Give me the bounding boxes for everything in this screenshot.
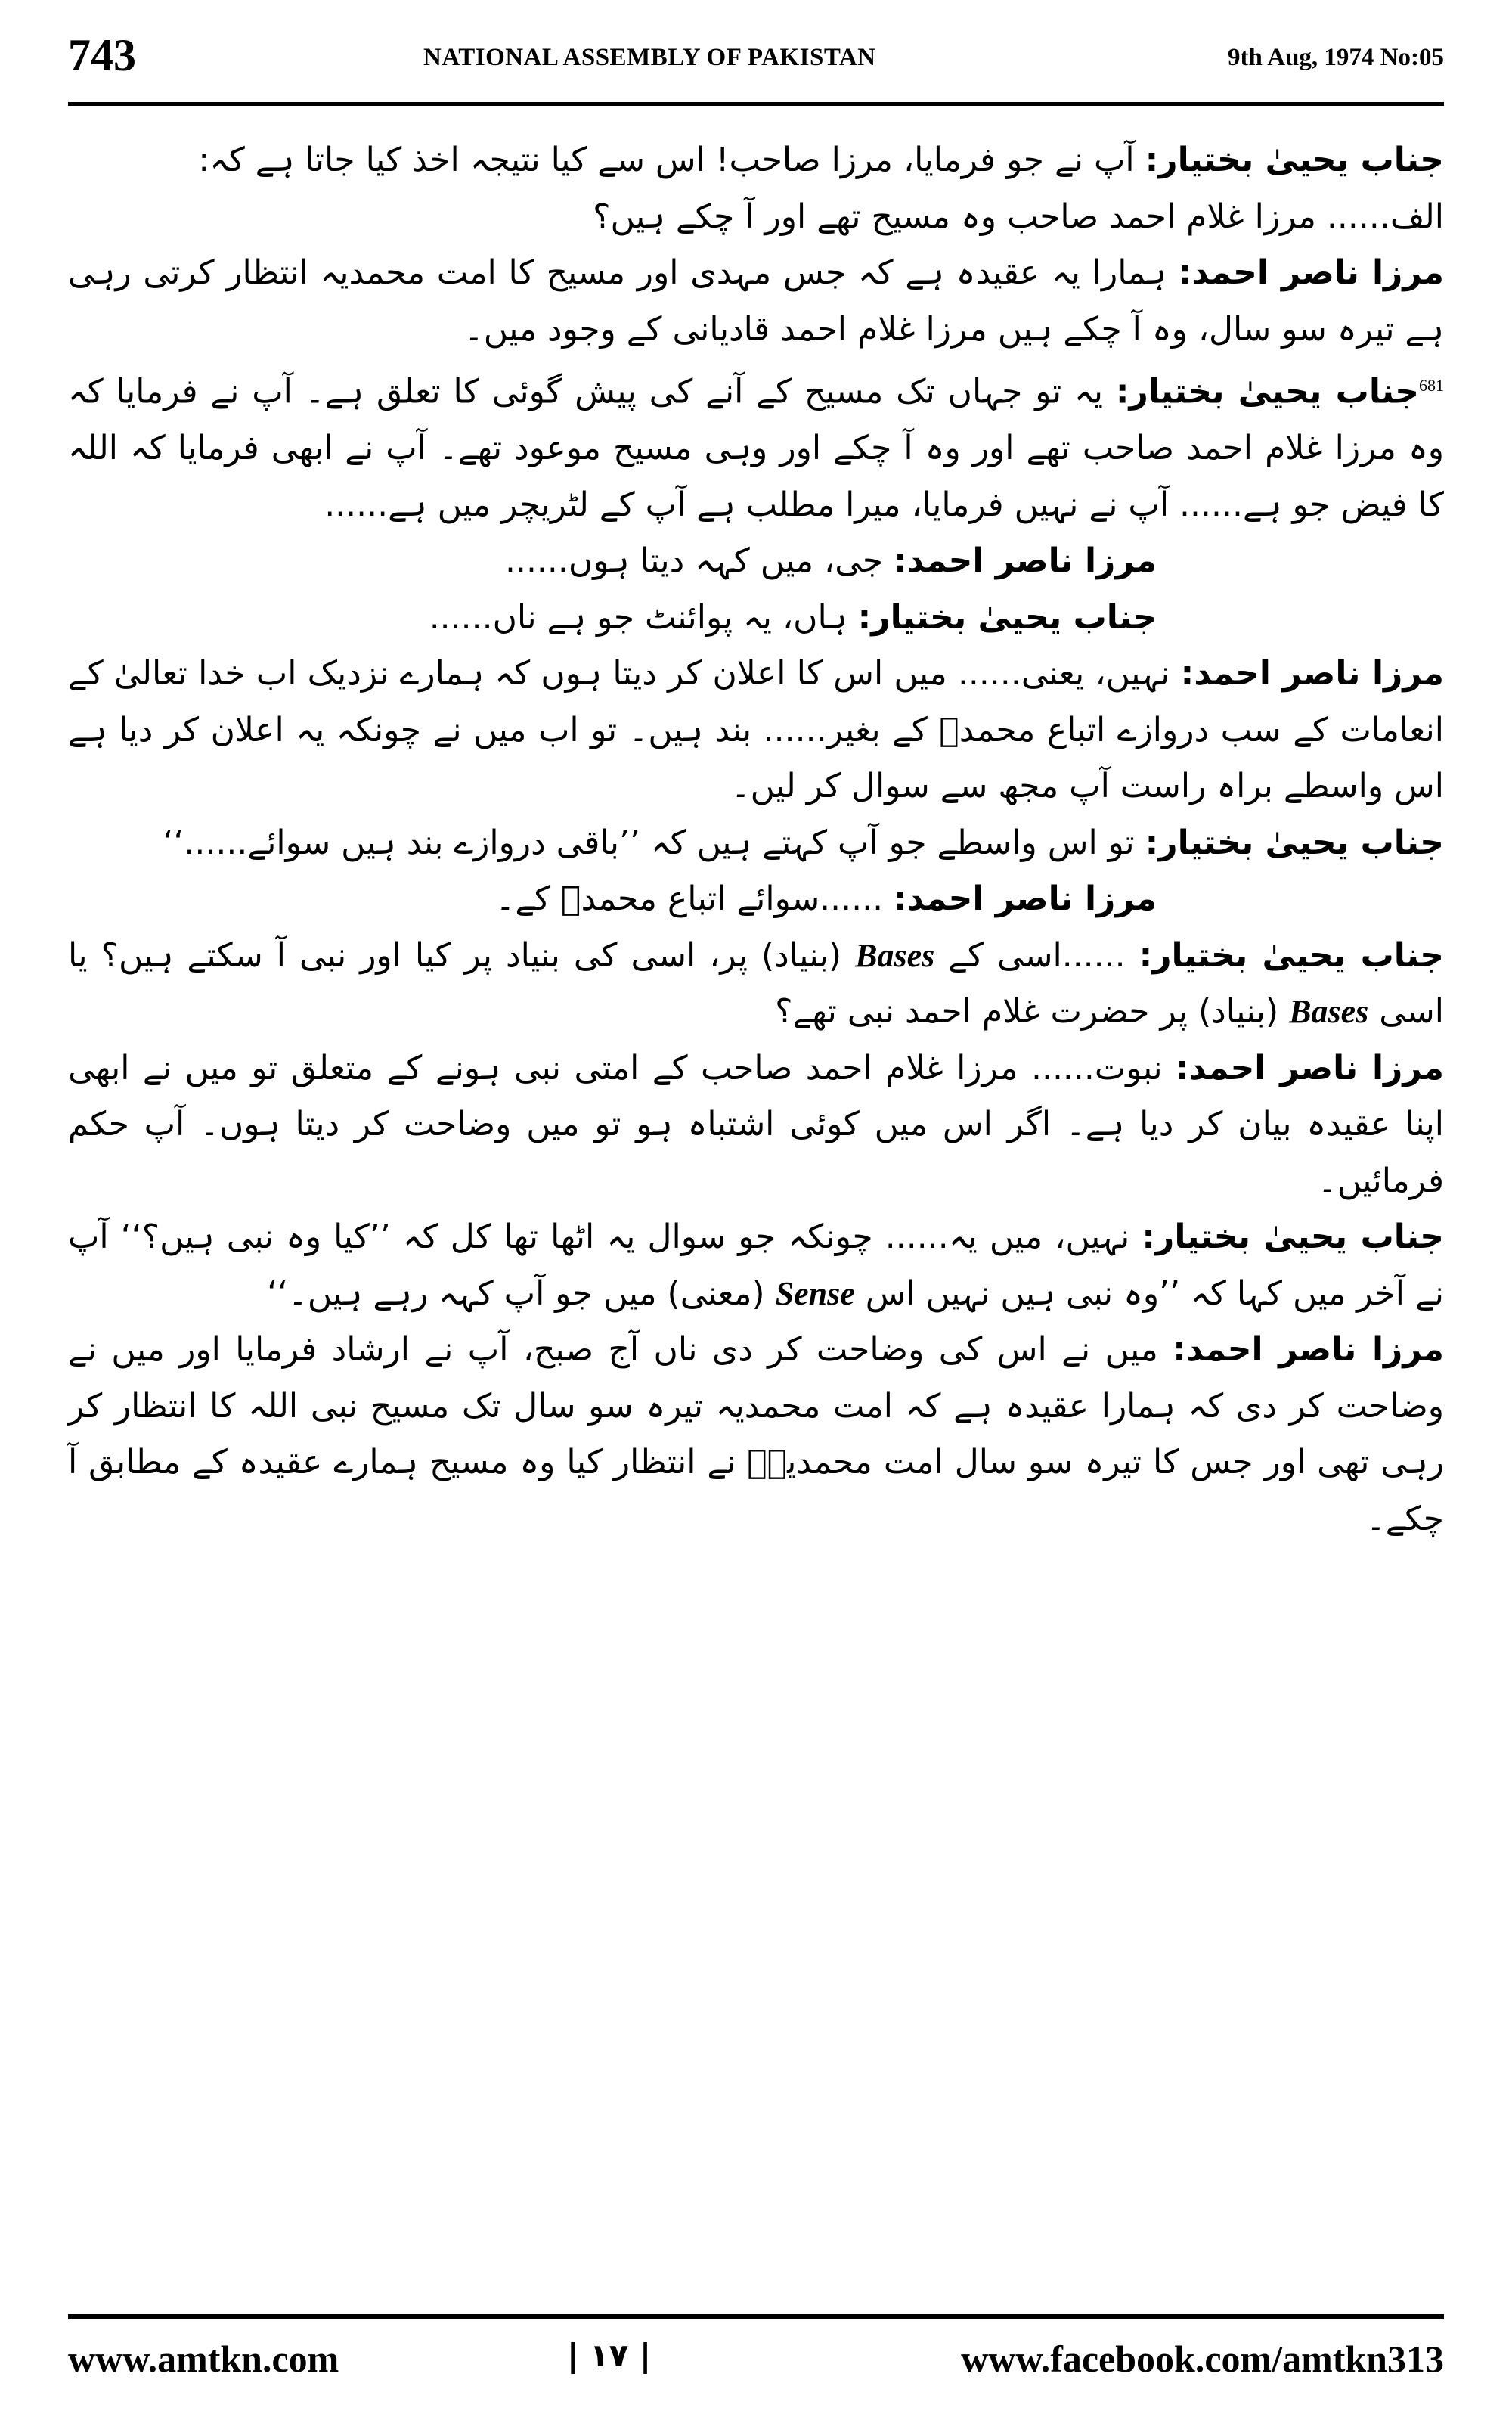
paragraph-text: یہ تو جہاں تک مسیح کے آنے کی پیش گوئی کا تعلق ہے۔ آپ نے فرمایا کہ وہ مرزا غلام احمد صاحب تھے اور وہ آ چکے اور وہی مسیح موعود تھے۔ آپ نے ابھی فرمایا کہ اللہ کا فیض جو ہے...... آپ نے نہیں فرمایا، میرا مطلب ہے آپ کے لٹریچر میں ہے...... bbox=[68, 372, 1444, 524]
header-date: 9th Aug, 1974 No:05 bbox=[1227, 44, 1444, 71]
paragraph-text: الف...... مرزا غلام احمد صاحب وہ مسیح تھے اور آ چکے ہیں؟ bbox=[593, 197, 1444, 236]
transcript-body bbox=[68, 132, 1444, 1547]
paragraph-text: (معنی) میں جو آپ کہہ رہے ہیں۔‘‘ bbox=[267, 1274, 776, 1313]
speaker-label: مرزا ناصر احمد: bbox=[894, 880, 1157, 919]
paragraph-text: (بنیاد) پر حضرت غلام احمد نبی تھے؟ bbox=[775, 992, 1290, 1032]
speaker-label: جناب یحییٰ بختیار: bbox=[857, 597, 1157, 637]
paragraph-text: (بنیاد) پر، اسی کی بنیاد پر کیا اور نبی آ سکتے ہیں؟ یا اسی bbox=[68, 935, 1444, 1032]
paragraph bbox=[68, 1209, 1444, 1322]
paragraph-text: ......سوائے اتباع محمدؐ کے۔ bbox=[495, 880, 894, 919]
paragraph bbox=[68, 590, 1444, 647]
paragraph-text: نبوت...... مرزا غلام احمد صاحب کے امتی نبی ہونے کے متعلق تو میں نے ابھی اپنا عقیدہ بیان کر دیا ہے۔ اگر اس میں کوئی اشتباہ ہو تو میں وضاحت کر دیتا ہوں۔ آپ حکم فرمائیں۔ bbox=[68, 1048, 1444, 1200]
paragraph bbox=[68, 1041, 1444, 1210]
header-rule bbox=[68, 102, 1444, 106]
speaker-label: جناب یحییٰ بختیار: bbox=[1145, 141, 1444, 179]
paragraph-text: آپ نے جو فرمایا، مرزا صاحب! اس سے کیا نتیجہ اخذ کیا جاتا ہے کہ: bbox=[198, 141, 1145, 179]
paragraph bbox=[68, 533, 1444, 590]
speaker-label: جناب یحییٰ بختیار: bbox=[1145, 823, 1444, 862]
speaker-label: جناب یحییٰ بختیار: bbox=[1139, 935, 1445, 975]
latin-term: Bases bbox=[855, 936, 935, 974]
speaker-label: جناب یحییٰ بختیار: bbox=[1142, 1218, 1444, 1257]
paragraph-text: جی، میں کہہ دیتا ہوں...... bbox=[504, 541, 894, 581]
paragraph bbox=[68, 245, 1444, 358]
facebook-link[interactable]: www.facebook.com/amtkn313 bbox=[961, 2338, 1444, 2380]
footer-page-mark: | ۱۷ | bbox=[567, 2337, 652, 2374]
paragraph bbox=[68, 358, 1444, 533]
footer-rule bbox=[68, 2314, 1444, 2319]
paragraph-text: ہمارا یہ عقیدہ ہے کہ جس مہدی اور مسیح کا امت محمدیہ انتظار کرتی رہی ہے تیرہ سو سال، وہ آ چکے ہیں مرزا غلام احمد قادیانی کے وجود میں۔ bbox=[68, 253, 1444, 349]
paragraph bbox=[68, 815, 1444, 872]
speaker-label: مرزا ناصر احمد: bbox=[1173, 1330, 1444, 1370]
paragraph-text: ......اسی کے bbox=[934, 935, 1139, 975]
footnote-marker: 681 bbox=[1419, 376, 1445, 395]
paragraph bbox=[68, 928, 1444, 1041]
speaker-label: جناب یحییٰ بختیار: bbox=[1115, 372, 1420, 411]
speaker-label: مرزا ناصر احمد: bbox=[1176, 1048, 1444, 1087]
speaker-label: مرزا ناصر احمد: bbox=[1178, 253, 1444, 292]
paragraph-text: تو اس واسطے جو آپ کہتے ہیں کہ ’’باقی دروازے بند ہیں سوائے......‘‘ bbox=[163, 823, 1145, 862]
page-header bbox=[68, 29, 1444, 89]
header-title: NATIONAL ASSEMBLY OF PAKISTAN bbox=[423, 44, 876, 71]
paragraph-text: میں نے اس کی وضاحت کر دی ناں آج صبح، آپ نے ارشاد فرمایا اور میں نے وضاحت کر دی کہ ہمارا عقیدہ ہے کہ امت محمدیہ تیرہ سو سال تک مسیح نبی اللہ کا انتظار کر رہی تھی اور جس کا تیرہ سو سال امت محمدیہؐ نے انتظار کیا وہ مسیح ہمارے عقیدہ کے مطابق آ چکے۔ bbox=[68, 1330, 1444, 1538]
paragraph-text: ہاں، یہ پوائنٹ جو ہے ناں...... bbox=[429, 597, 858, 637]
paragraph bbox=[68, 646, 1444, 815]
paragraph bbox=[68, 1322, 1444, 1547]
latin-term: Bases bbox=[1289, 993, 1369, 1031]
page-number: 743 bbox=[68, 30, 136, 80]
speaker-label: مرزا ناصر احمد: bbox=[1180, 654, 1444, 693]
latin-term: Sense bbox=[775, 1274, 855, 1312]
paragraph-text: نہیں، میں یہ...... چونکہ جو سوال یہ اٹھا تھا کل کہ ’’کیا وہ نبی ہیں؟‘‘ آپ نے آخر میں کہا کہ ’’وہ نبی ہیں نہیں اس bbox=[68, 1218, 1444, 1313]
paragraph-text: نہیں، یعنی...... میں اس کا اعلان کر دیتا ہوں کہ ہمارے نزدیک اب خدا تعالیٰ کے انعامات کے سب دروازے اتباع محمدؐ کے بغیر...... بند ہیں۔ تو اب میں نے چونکہ یہ اعلان کر دیا ہے اس واسطے براہ راست آپ مجھ سے سوال کر لیں۔ bbox=[68, 654, 1444, 806]
page-footer bbox=[68, 2337, 1444, 2397]
website-link[interactable]: www.amtkn.com bbox=[68, 2338, 339, 2380]
paragraph bbox=[68, 189, 1444, 246]
paragraph bbox=[68, 871, 1444, 928]
speaker-label: مرزا ناصر احمد: bbox=[894, 541, 1157, 581]
paragraph bbox=[68, 132, 1444, 189]
